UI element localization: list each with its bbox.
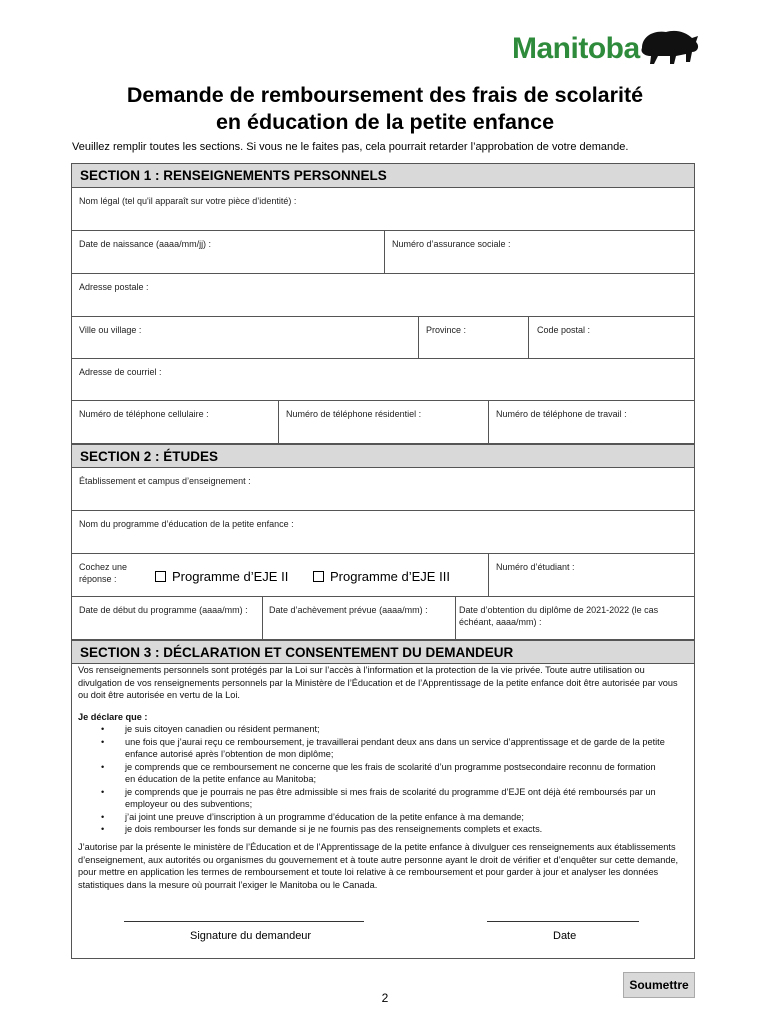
home-phone-label: Numéro de téléphone résidentiel :: [286, 409, 422, 419]
checkbox-eje-iii[interactable]: [313, 571, 324, 582]
declare-heading: Je déclare que :: [78, 712, 148, 722]
dates-row: [72, 597, 694, 640]
logo-wordmark: Manitoba: [512, 32, 640, 65]
legal-name-field[interactable]: [72, 188, 694, 231]
page-number: 2: [381, 991, 389, 1005]
postal-label: Code postal :: [537, 325, 591, 335]
title-line-1: Demande de remboursement des frais de scolarité: [126, 83, 644, 107]
declaration-item: • une fois que j’aurai reçu ce remboursement, je travaillerai pendant deux ans dans un service d’apprentissage et de garde de la petite enfance autorisé après l’obtention de mon diplôme;: [78, 736, 668, 761]
city-row: [72, 317, 694, 359]
declaration-item: • je comprends que ce remboursement ne concerne que les frais de scolarité d’un programme postsecondaire reconnu de formation en éducation de la petite enfance au Manitoba;: [78, 761, 668, 786]
cell-phone-label: Numéro de téléphone cellulaire :: [79, 409, 209, 419]
instructions: Veuillez remplir toutes les sections. Si vous ne le faites pas, cela pourrait retarder l’approbation de votre demande.: [72, 141, 629, 153]
submit-button[interactable]: Soumettre: [623, 972, 695, 998]
form-title: [0, 82, 770, 136]
privacy-notice: Vos renseignements personnels sont protégés par la Loi sur l’accès à l’information et la protection de la vie privée. Toute autre utilisation ou divulgation de vos renseignements personnels par la Ministère de l’Éducation et de l’Apprentissage de la petite enfance doit être autorisée par vous ou doit être autorisée en vertu de la Loi.: [78, 665, 678, 700]
sin-field[interactable]: [384, 231, 694, 273]
address-label: Adresse postale :: [79, 282, 149, 292]
home-phone-field[interactable]: [278, 401, 488, 443]
section-3-heading: SECTION 3 : DÉCLARATION ET CONSENTEMENT DU DEMANDEUR: [72, 640, 694, 664]
date-label: Date: [553, 930, 577, 942]
student-number-field[interactable]: [488, 554, 694, 596]
checkbox-eje-ii[interactable]: [155, 571, 166, 582]
signature-line[interactable]: [124, 921, 364, 922]
dob-sin-row: [72, 231, 694, 274]
diploma-date-field[interactable]: [455, 597, 694, 639]
date-line[interactable]: [487, 921, 639, 922]
start-date-label: Date de début du programme (aaaa/mm) :: [79, 605, 248, 615]
declaration-item: • je dois rembourser les fonds sur demande si je ne fournis pas des renseignements complets et exacts.: [78, 823, 668, 836]
sin-label: Numéro d’assurance sociale :: [392, 239, 511, 249]
authorization-text: J’autorise par la présente le ministère de l’Éducation et de l’Apprentissage de la petite enfance à divulguer ces renseignements aux établissements d’enseignement, aux autorités ou organismes du gouvernement et à toute autre personne ayant le droit de vérifier et d’enquêter sur cette demande, pour mettre en application les termes de remboursement et toute loi relative à ce remboursement et pour garder à jour et analyser les données statistiques dans la mesure où pourrait l’exiger le Manitoba ou le Canada.: [78, 842, 679, 890]
institution-label: Établissement et campus d’enseignement :: [79, 476, 251, 486]
declaration-list: [78, 723, 668, 836]
signature-label: Signature du demandeur: [190, 930, 312, 942]
declaration-item: • je comprends que je pourrais ne pas être admissible si mes frais de scolarité du programme d’EJE ont déjà été remboursés par un employeur ou des subventions;: [78, 786, 668, 811]
option-eje-ii[interactable]: [155, 569, 288, 584]
address-field[interactable]: [72, 274, 694, 317]
section-1-heading: SECTION 1 : RENSEIGNEMENTS PERSONNELS: [72, 164, 694, 188]
declaration-item: • je suis citoyen canadien ou résident permanent;: [78, 723, 668, 736]
city-label: Ville ou village :: [79, 325, 142, 335]
phone-row: [72, 401, 694, 444]
email-field[interactable]: [72, 359, 694, 401]
postal-field[interactable]: [528, 317, 694, 358]
manitoba-logo: [512, 26, 702, 70]
option-eje-iii-label: Programme d’EJE III: [330, 569, 450, 584]
province-label: Province :: [426, 325, 467, 335]
option-eje-ii-label: Programme d’EJE II: [172, 569, 289, 584]
program-name-field[interactable]: [72, 511, 694, 554]
diploma-date-label: Date d’obtention du diplôme de 2021-2022 (le cas échéant, aaaa/mm) :: [459, 605, 659, 627]
program-name-label: Nom du programme d’éducation de la petite enfance :: [79, 519, 294, 529]
end-date-field[interactable]: [262, 597, 455, 639]
declaration-item: • j’ai joint une preuve d’inscription à un programme d’éducation de la petite enfance à ma demande;: [78, 811, 668, 824]
bison-icon: [636, 26, 702, 66]
dob-label: Date de naissance (aaaa/mm/jj) :: [79, 239, 212, 249]
work-phone-field[interactable]: [488, 401, 694, 443]
legal-name-label: Nom légal (tel qu'il apparaît sur votre pièce d’identité) :: [79, 196, 297, 206]
work-phone-label: Numéro de téléphone de travail :: [496, 409, 627, 419]
choose-label: Cochez une réponse :: [79, 562, 128, 584]
province-field[interactable]: [418, 317, 528, 358]
application-form: [71, 163, 695, 959]
email-label: Adresse de courriel :: [79, 367, 162, 377]
student-number-label: Numéro d’étudiant :: [496, 562, 575, 572]
institution-field[interactable]: [72, 468, 694, 511]
title-line-2: en éducation de la petite enfance: [215, 110, 555, 134]
option-eje-iii[interactable]: [313, 569, 450, 584]
end-date-label: Date d’achèvement prévue (aaaa/mm) :: [269, 605, 428, 615]
section-2-heading: SECTION 2 : ÉTUDES: [72, 444, 694, 468]
